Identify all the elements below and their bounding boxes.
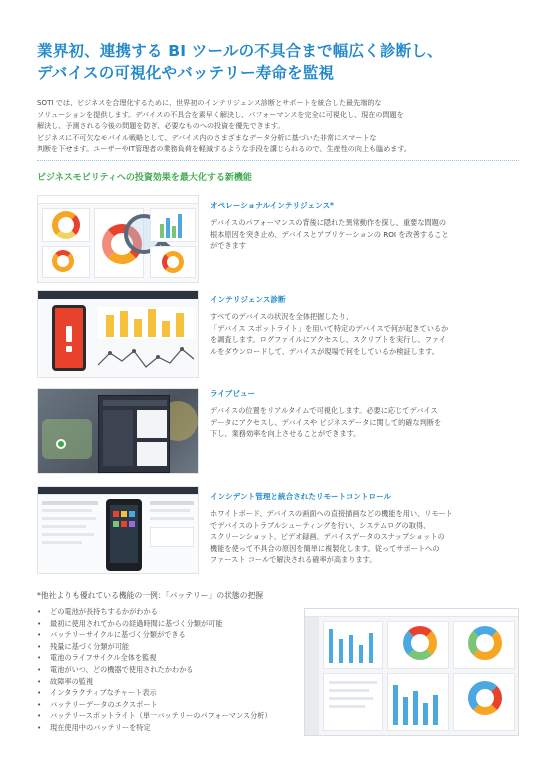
list-item: • 電池がいつ、どの機器で使用されたかわかる xyxy=(37,664,272,676)
feature-text-line: 機能を使って不具合の原因を簡単に複製化します。従ってサポートへの xyxy=(210,543,440,553)
intro-line: 解決し、予測される今後の問題を防ぎ、必要なものへの投資を優先できます。 xyxy=(37,121,285,131)
intro-paragraph xyxy=(37,97,519,155)
feature-text-line: ができます xyxy=(210,241,246,251)
battery-features-heading: *他社よりも優れている機能の一例：「バッテリー」の状態の把握 xyxy=(37,591,264,600)
live-view-screenshot xyxy=(37,388,199,474)
feature-text-line: ルをダウンロードして、デバイスが現場で何をしているか検証します。 xyxy=(210,346,439,356)
divider xyxy=(37,160,519,161)
intro-line: 判断を下せます。ユーザーやIT管理者の業務負荷を軽減するような手段を講じられるので、生産性の向上も臨めます。 xyxy=(37,144,412,154)
intro-line: ソリューションを提供します。デバイスの不具合を素早く解決し、パフォーマンスを完全に可視化し、現在の問題を xyxy=(37,109,404,119)
feature-title: インテリジェンス診断 xyxy=(210,295,286,304)
feature-text-line: でデバイスのトラブルシューティングを行い、システムログの取得、 xyxy=(210,520,431,530)
feature-incident-management xyxy=(210,491,520,566)
feature-title: ライブビュー xyxy=(210,389,256,398)
feature-text-line: デバイスのパフォーマンスの背後に隠れた異常動作を探し、重要な問題の xyxy=(210,218,447,227)
feature-title: インシデント管理と統合されたリモートコントロール xyxy=(210,492,392,501)
feature-operational-intelligence xyxy=(210,200,520,252)
intro-line: SOTI では、ビジネスを合理化するために、世界初のインテリジェンス診断とサポートを統合した最先端的な xyxy=(37,98,382,107)
list-item: • インタラクティブなチャート表示 xyxy=(37,687,272,699)
incident-management-screenshot xyxy=(37,486,199,574)
intelligence-diagnostics-screenshot xyxy=(37,290,199,378)
feature-title: オペレーショナルインテリジェンス* xyxy=(210,201,335,210)
title-line-1: 業界初、連携する BI ツールの不具合まで幅広く診断し、 xyxy=(37,42,443,60)
page-title xyxy=(37,40,517,84)
list-item: • バッテリーサイクルに基づく分類ができる xyxy=(37,629,272,641)
feature-text-line: ホワイトボード、デバイスの画面への直接描画などの機能を用い、リモート xyxy=(210,509,453,518)
feature-text-line: データにアクセスし、デバイスや ビジネスデータに関して的確な判断を xyxy=(210,417,442,427)
feature-text-line: ファースト コールで解決される確率が高まります。 xyxy=(210,555,377,565)
list-item: • 残量に基づく分類が可能 xyxy=(37,641,272,653)
feature-text-line: デバイスの位置をリアルタイムで可視化します。必要に応じてデバイス xyxy=(210,406,438,415)
map-pin-icon xyxy=(56,439,66,449)
list-item: • 故障率の監視 xyxy=(37,676,272,688)
list-item: • バッテリースポットライト（単一バッテリーのパフォーマンス分析） xyxy=(37,710,272,722)
feature-text-line: すべてのデバイスの状況を全体把握したり、 xyxy=(210,312,354,321)
list-item: • バッテリーデータのエクスポート xyxy=(37,699,272,711)
feature-text-line: 「デバイス スポットライト」を用いて特定のデバイスで何が起きているか xyxy=(210,323,449,333)
section-title: ビジネスモビリティへの投資効果を最大化する新機能 xyxy=(37,173,252,183)
operational-intelligence-screenshot xyxy=(37,195,199,283)
feature-intelligence-diagnostics xyxy=(210,294,520,357)
feature-live-view xyxy=(210,388,520,440)
list-item: • どの電池が長持ちするかがわかる xyxy=(37,606,272,618)
battery-dashboard-screenshot xyxy=(304,608,519,736)
intro-line: ビジネスに不可欠なモバイル戦略として、デバイス内のさまざまなデータ分析に基づいた非常にスマートな xyxy=(37,132,377,142)
feature-text-line: 根本原因を突き止め、デバイスとアプリケーションの ROI を改善すること xyxy=(210,229,449,239)
feature-text-line: スクリーンショット、ビデオ録画、デバイスデータのスナップショットの xyxy=(210,532,445,542)
feature-text-line: 下し、業務効率を向上させることができます。 xyxy=(210,429,361,439)
title-line-2: デバイスの可視化やバッテリー寿命を監視 xyxy=(37,64,335,82)
feature-text-line: を調査します。ログファイルにアクセスし、スクリプトを実行し、ファイ xyxy=(210,335,447,345)
phone-alert-icon xyxy=(52,305,86,371)
list-item: • 最初に使用されてからの経過時間に基づく分類が可能 xyxy=(37,618,272,630)
list-item: • 現在使用中のバッテリーを特定 xyxy=(37,722,272,734)
list-item: • 電池のライフサイクル全体を監視 xyxy=(37,652,272,664)
battery-feature-list xyxy=(37,606,272,734)
